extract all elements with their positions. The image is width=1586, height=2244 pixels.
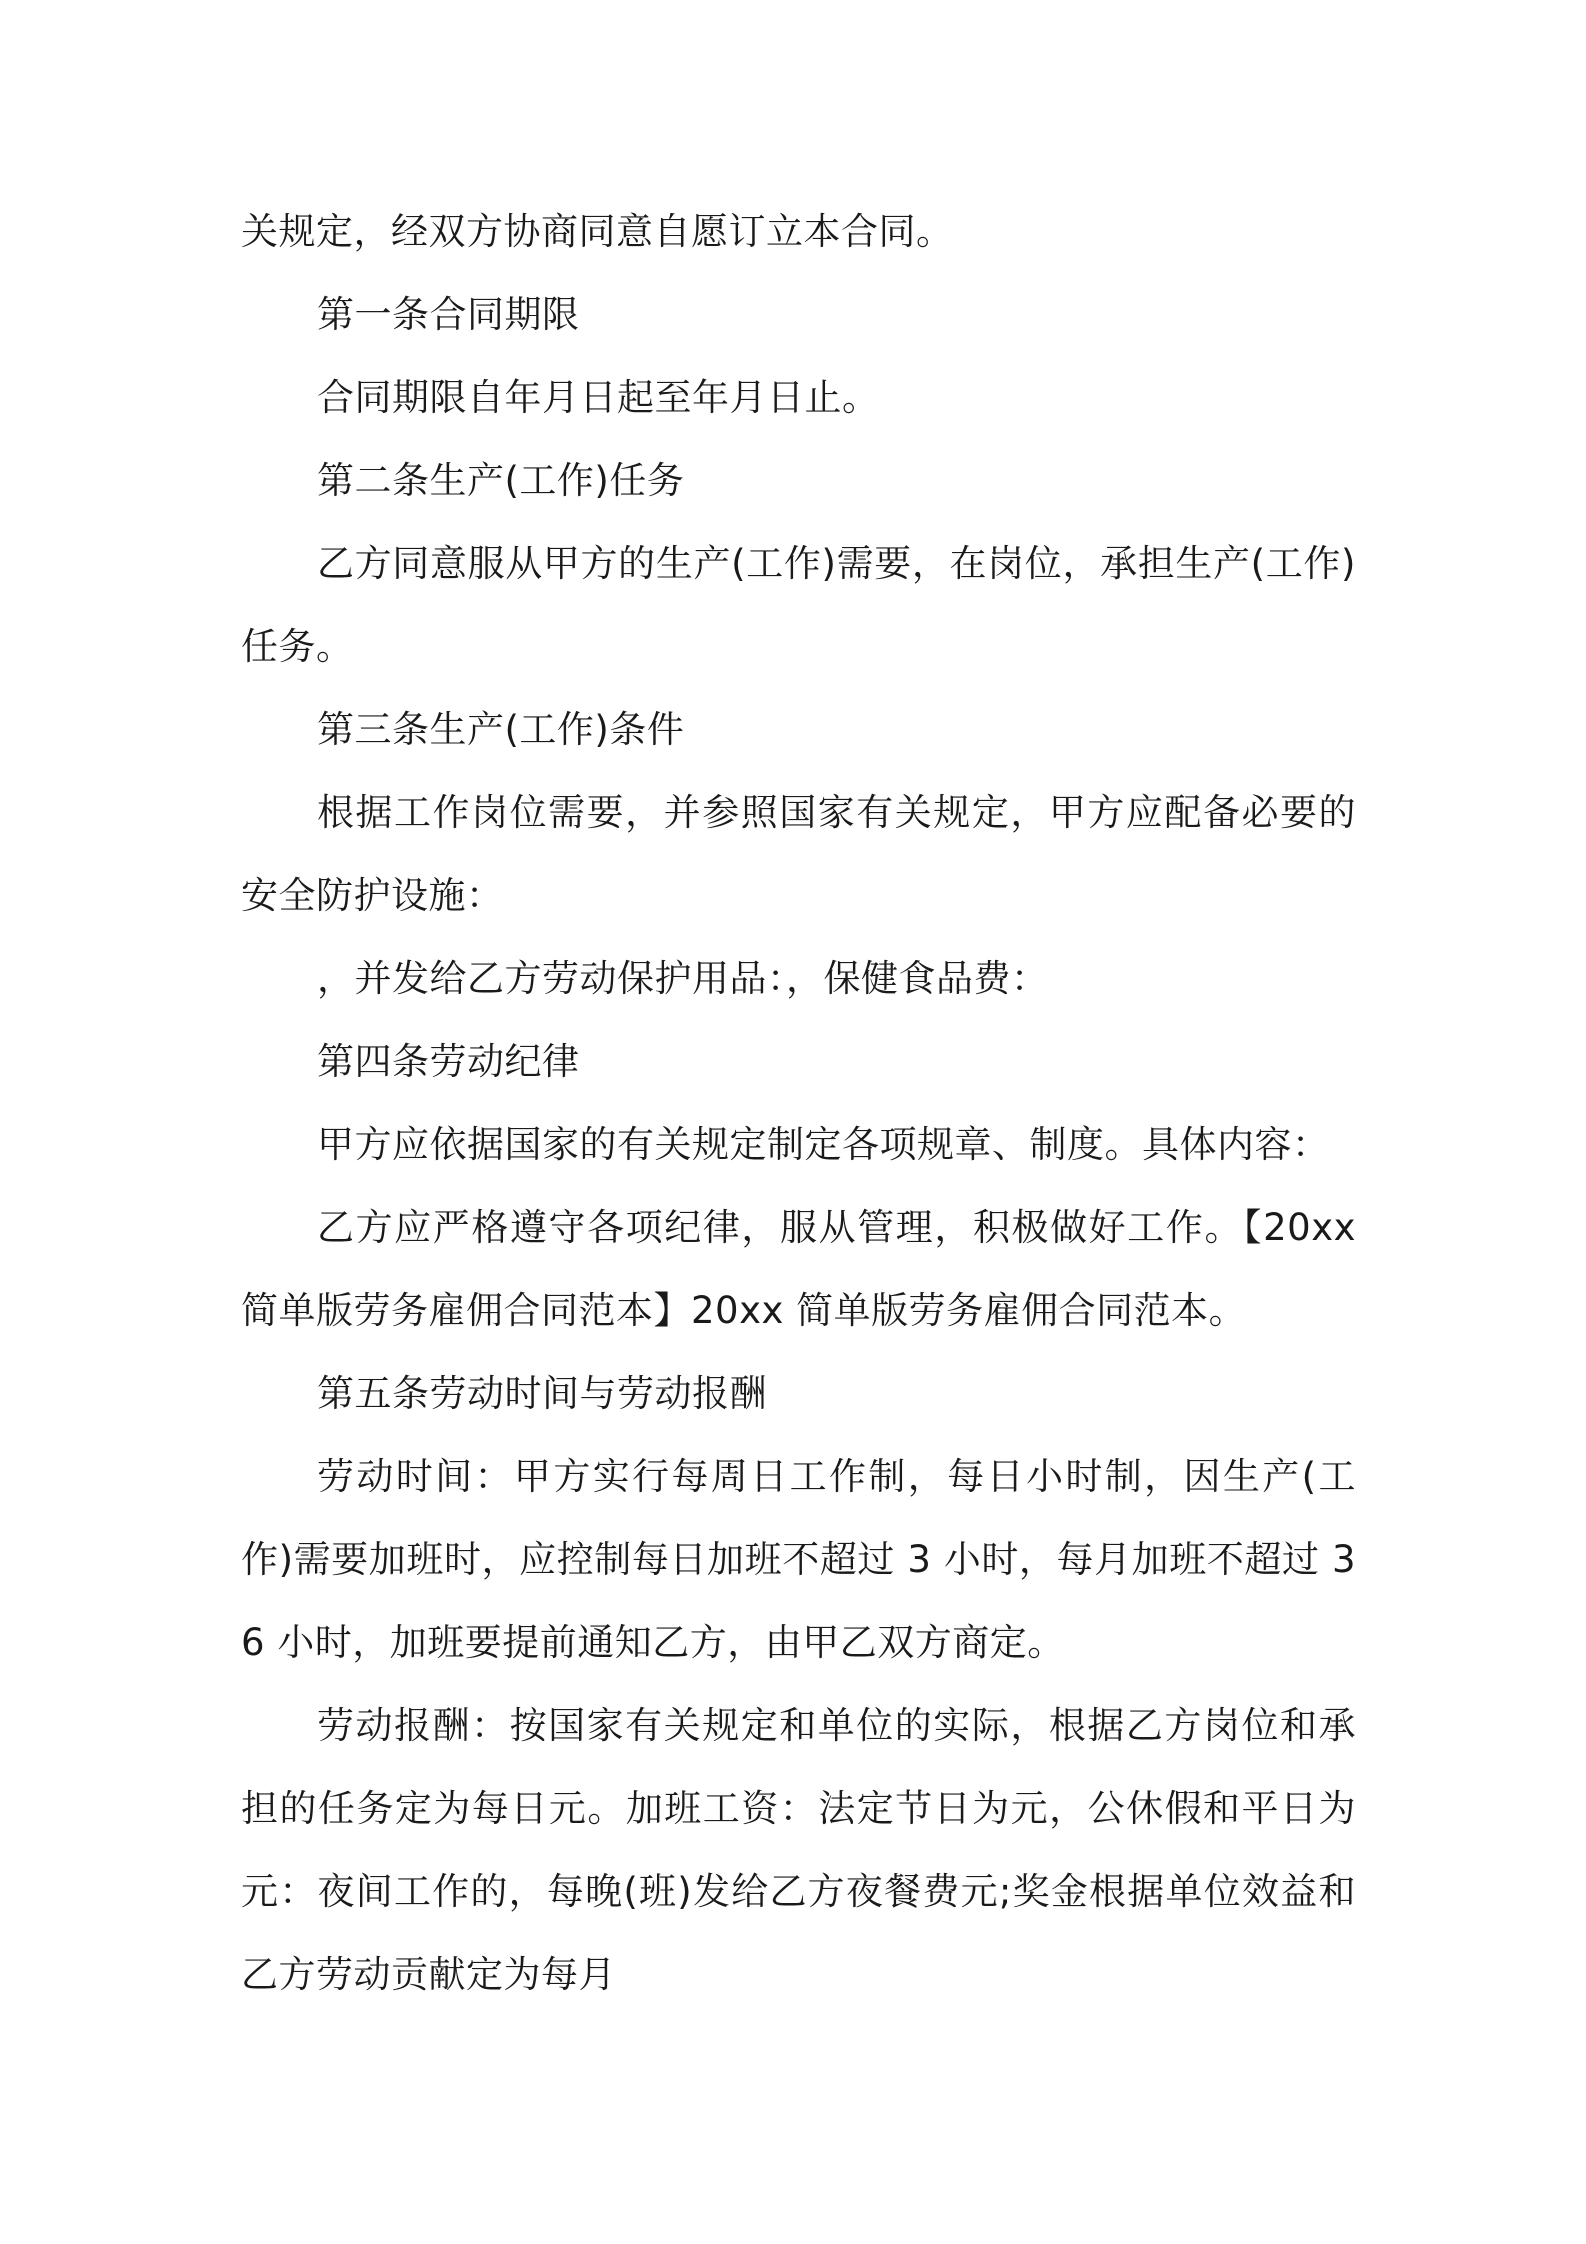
paragraph-working-hours: 劳动时间：甲方实行每周日工作制，每日小时制，因生产(工作)需要加班时，应控制每日加班不超过 3 小时，每月加班不超过 36 小时，加班要提前通知乙方，由甲乙双方商定。	[241, 1455, 1356, 1664]
heading-article-5: 第五条劳动时间与劳动报酬	[317, 1372, 767, 1415]
paragraph-work-conditions: 根据工作岗位需要，并参照国家有关规定，甲方应配备必要的安全防护设施：	[241, 791, 1356, 917]
paragraph-rules: 甲方应依据国家的有关规定制定各项规章、制度。具体内容：	[317, 1123, 1330, 1166]
heading-article-2: 第二条生产(工作)任务	[317, 459, 685, 502]
document-body	[241, 190, 1356, 2016]
paragraph-remuneration: 劳动报酬：按国家有关规定和单位的实际，根据乙方岗位和承担的任务定为每日元。加班工资：法定节日为元，公休假和平日为元：夜间工作的，每晚(班)发给乙方夜餐费元;奖金根据单位效益和乙方劳动贡献定为每月	[241, 1704, 1356, 1996]
paragraph-contract-term: 合同期限自年月日起至年月日止。	[317, 376, 880, 419]
paragraph-continuation: 关规定，经双方协商同意自愿订立本合同。	[241, 210, 954, 253]
heading-article-1: 第一条合同期限	[317, 293, 580, 336]
paragraph-discipline: 乙方应严格遵守各项纪律，服从管理，积极做好工作。【20xx 简单版劳务雇佣合同范本】20xx 简单版劳务雇佣合同范本。	[241, 1206, 1356, 1332]
paragraph-work-task: 乙方同意服从甲方的生产(工作)需要，在岗位，承担生产(工作)任务。	[241, 542, 1356, 668]
heading-article-4: 第四条劳动纪律	[317, 1040, 580, 1083]
heading-article-3: 第三条生产(工作)条件	[317, 708, 685, 751]
paragraph-protective-supplies: ，并发给乙方劳动保护用品：，保健食品费：	[317, 957, 1049, 1000]
